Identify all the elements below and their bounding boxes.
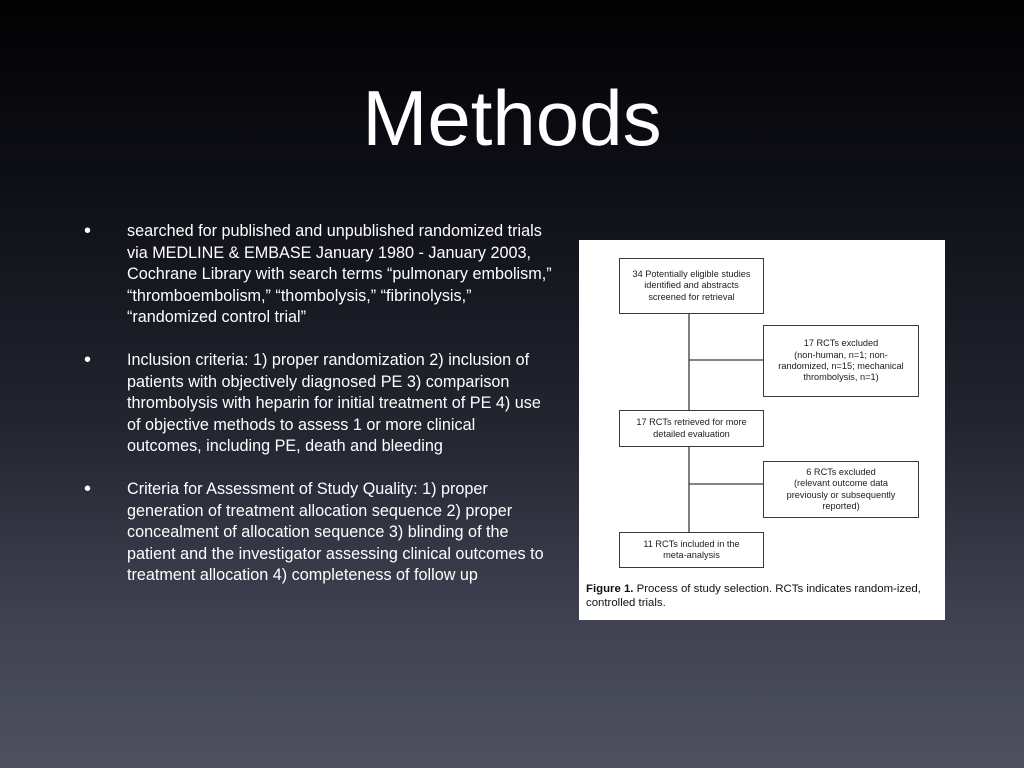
figure-caption-label: Figure 1.: [586, 583, 634, 595]
bullet-inclusion-criteria: [84, 350, 554, 458]
bullet-search-strategy: [84, 221, 554, 329]
box-identified-studies: 34 Potentially eligible studies identified and abstracts screened for retrieval: [619, 258, 764, 314]
box-retrieved-studies: 17 RCTs retrieved for more detailed evaluation: [619, 410, 764, 447]
bullet-dot-icon: •: [84, 477, 92, 500]
study-selection-figure: [579, 240, 945, 620]
slide-title: Methods: [362, 74, 662, 162]
figure-caption: [586, 582, 942, 610]
bullet-text: Inclusion criteria: 1) proper randomization 2) inclusion of patients with objectively diagnosed PE 3) comparison thrombolysis with heparin for initial treatment of PE 4) use of objective methods to assess 1 or more clinical outcomes, including PE, death and bleeding: [127, 350, 541, 456]
bullet-dot-icon: •: [84, 348, 92, 371]
bullet-list: [84, 221, 554, 608]
bullet-dot-icon: •: [84, 220, 92, 242]
box-excluded-second: 6 RCTs excluded (relevant outcome data previously or subsequently reported): [763, 461, 919, 518]
bullet-text: Criteria for Assessment of Study Quality: 1) proper generation of treatment allocation sequence 2) proper concealment of allocation sequence 3) blinding of the patient and the investigator assessing clinical outcomes to treatment allocation 4) completeness of follow up: [127, 479, 544, 585]
box-excluded-first: 17 RCTs excluded (non-human, n=1; non- randomized, n=15; mechanical thrombolysis, n=1): [763, 325, 919, 397]
figure-caption-text: Process of study selection. RCTs indicates random-ized, controlled trials.: [586, 583, 921, 609]
bullet-text: searched for published and unpublished randomized trials via MEDLINE & EMBASE January 1980 - January 2003, Cochrane Library with search terms “pulmonary embolism,” “thromboembolism,” “thombolysis,” “fibrinolysis,” “randomized control trial”: [127, 222, 552, 327]
box-included-studies: 11 RCTs included in the meta-analysis: [619, 532, 764, 568]
bullet-study-quality: [84, 479, 554, 587]
